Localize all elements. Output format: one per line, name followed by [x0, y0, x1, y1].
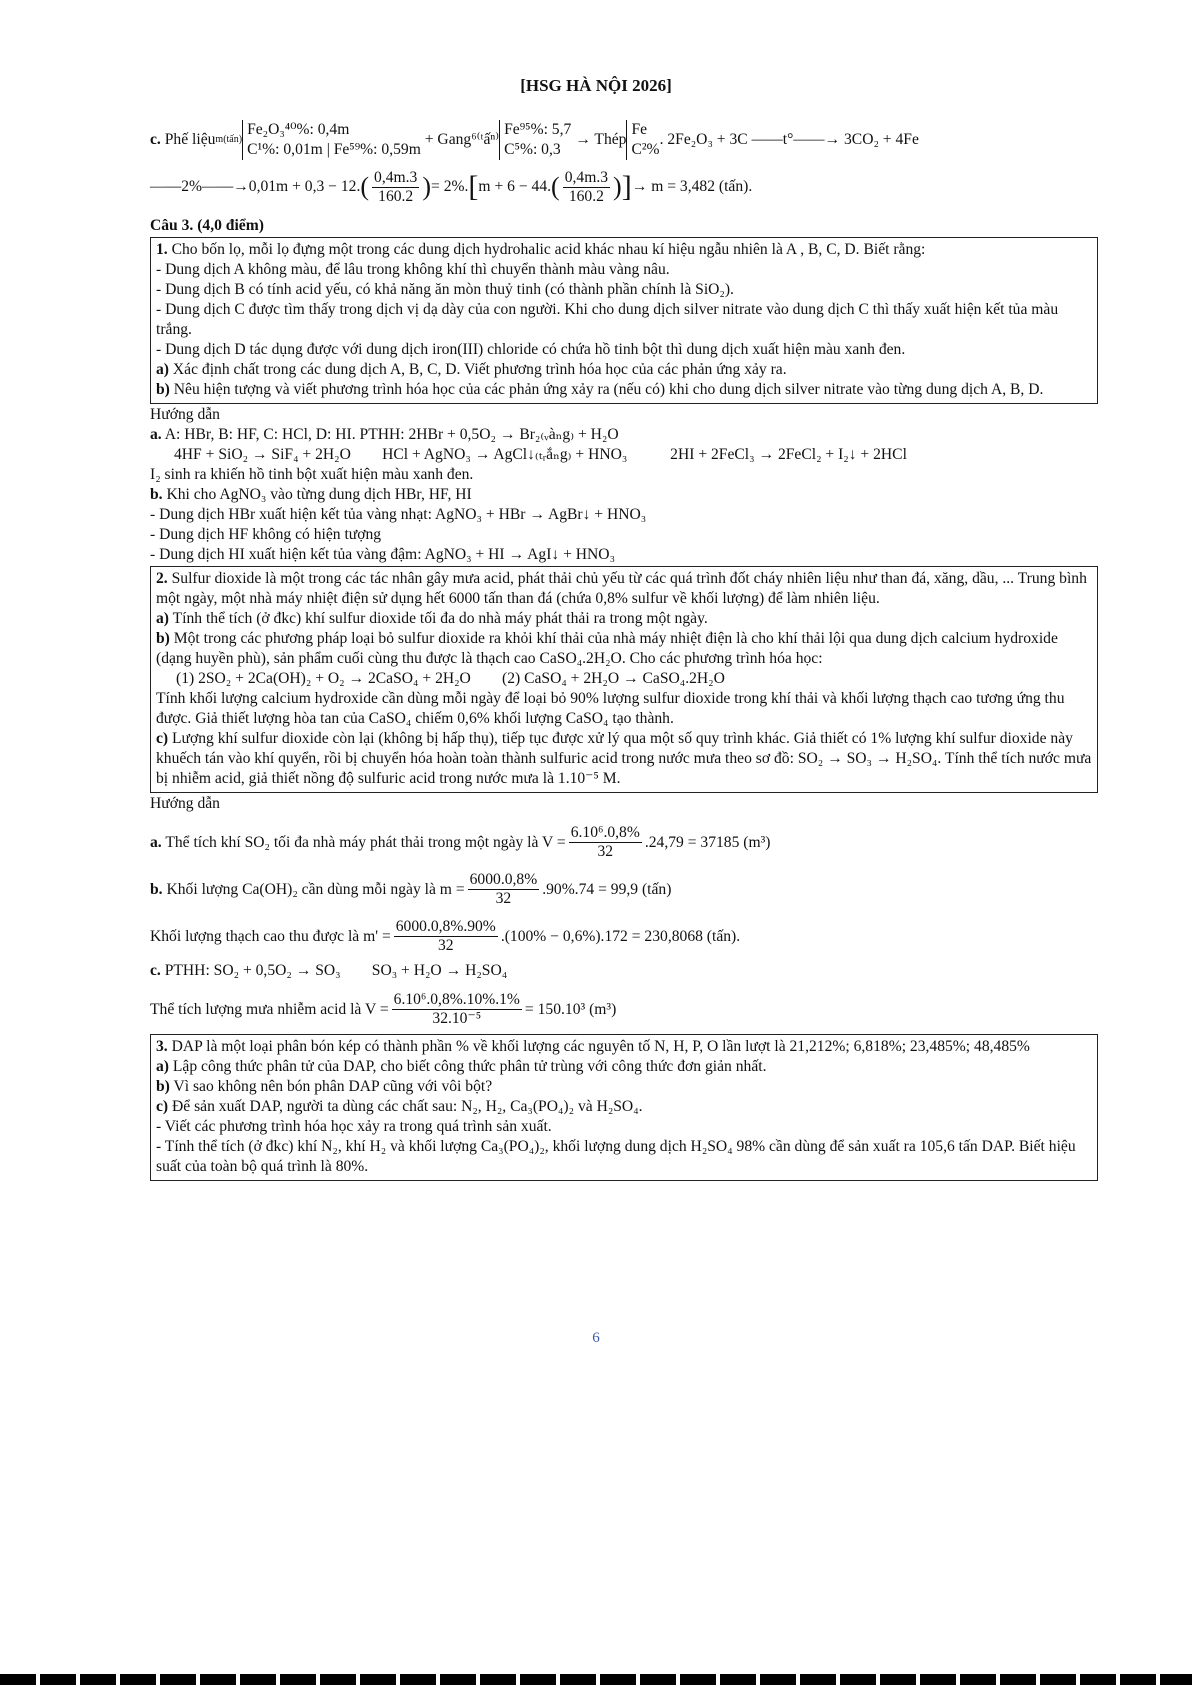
p1-guide-line: - Dung dịch HF không có hiện tượng [150, 526, 382, 543]
p2-answer-c2 [150, 991, 1098, 1028]
p2-c2-tail: = 150.10³ (m³) [524, 1000, 617, 1018]
p2-b-text: b. Khối lượng Ca(OH)₂ cần dùng mỗi ngày là m = [150, 880, 465, 898]
sys3-row2: C²% [631, 141, 660, 158]
page-header: [HSG HÀ NỘI 2026] [520, 76, 672, 95]
p2-line: 2. Sulfur dioxide là một trong các tác nhân gây mưa acid, phát thải chủ yếu từ các quá trình đốt cháy nhiên liệu như than đá, xăng, dầu, ... Trung bình một ngày, một nhà máy nhiệt điện sử dụng hết 6000 tấn than đá (chứa 0,8% sulfur về khối lượng) để làm nhiên liệu. [156, 570, 1087, 607]
p1-guide-line: a. A: HBr, B: HF, C: HCl, D: HI. PTHH: 2HBr + 0,5O₂ → Br₂₍ᵥàₙg₎ + H₂O [150, 426, 619, 443]
q2c-fraction-2: $\frac{0,4m.3}{160.2}$ [564, 168, 609, 205]
p2-b-tail: .90%.74 = 99,9 (tấn) [542, 880, 672, 898]
p1-line: - Dung dịch C được tìm thấy trong dịch vị dạ dày của con người. Khi cho dung dịch silver nitrate vào dung dịch C thì thấy xuất hiện kết tủa màu trắng. [156, 301, 1059, 338]
cau3-title: Câu 3. (4,0 điểm) [150, 217, 264, 234]
p1-line: - Dung dịch A không màu, để lâu trong không khí thì chuyển thành màu vàng nâu. [156, 261, 670, 278]
p2-answer-b [150, 871, 1098, 908]
page-number: 6 [592, 1330, 600, 1346]
q2c-expr-b: = 2%. [431, 178, 469, 195]
bottom-divider [0, 1674, 1192, 1685]
sys1-row2: C¹%: 0,01m | Fe⁵⁹%: 0,59m [247, 141, 421, 158]
p1-line: - Dung dịch B có tính acid yếu, có khả năng ăn mòn thuỷ tinh (có thành phần chính là SiO₂). [156, 281, 734, 298]
q2c-mass-sup: m(tấn) [215, 134, 243, 145]
q2c-result: → m = 3,482 (tấn). [631, 178, 753, 195]
p2-line: a) Tính thể tích (ở đkc) khí sulfur dioxide tối đa do nhà máy phát thải ra trong một ngày. [156, 610, 708, 627]
p1-guide-line: - Dung dịch HI xuất hiện kết tủa vàng đậm: AgNO₃ + HI → AgI↓ + HNO₃ [150, 546, 616, 563]
p2-a-tail: .24,79 = 37185 (m³) [644, 833, 771, 851]
q2c-system-2 [499, 120, 571, 160]
p2-b-fraction: $\frac{6000.0,8\%}{32}$ [469, 871, 538, 907]
q2c-arrow: ——2%——→ [150, 178, 249, 195]
sys3-row1: Fe [631, 121, 648, 138]
p3-line: - Tính thể tích (ở đkc) khí N₂, khí H₂ và khối lượng Ca₃(PO₄)₂, khối lượng dung dịch H₂SO₄ 98% cần dùng để sản xuất ra 105,6 tấn DAP. Biết hiệu suất của toàn bộ quá trình là 80%. [156, 1138, 1076, 1175]
q2c-label: c. [150, 131, 161, 148]
p1-line: 1. Cho bốn lọ, mỗi lọ đựng một trong các dung dịch hydrohalic acid khác nhau kí hiệu ngẫu nhiên là A , B, C, D. Biết rằng: [156, 241, 926, 258]
q2c-expr-c: m + 6 − 44. [478, 178, 552, 195]
p2-line: c) Lượng khí sulfur dioxide còn lại (không bị hấp thụ), tiếp tục được xử lý qua một số quy trình khác. Giả thiết có 1% lượng khí sulfur dioxide này khuếch tán vào khí quyển, rồi bị chuyển hóa hoàn toàn thành sulfuric acid trong nước mưa theo sơ đồ: SO₂ → SO₃ → H₂SO₄. Tính thể tích nước mưa bị nhiễm acid, giả thiết nồng độ sulfuric acid trong nước mưa là 1.10⁻⁵ M. [156, 730, 1092, 787]
p3-line: a) Lập công thức phân tử của DAP, cho biết công thức phân tử trùng với công thức đơn giản nhất. [156, 1058, 767, 1075]
p2-guide-label: Hướng dẫn [150, 795, 220, 812]
p3-line: b) Vì sao không nên bón phân DAP cũng với vôi bột? [156, 1078, 493, 1095]
p1-line: a) Xác định chất trong các dung dịch A, B, C, D. Viết phương trình hóa học của các phản ứng xảy ra. [156, 361, 787, 378]
q2c-line2: ——2%——→ 0,01m + 0,3 − 12. ( $\frac{0,4m.3}{160.2}$ ) = 2%. [ m + 6 − 44. ( $\frac{0,4m.3}{160.2}$ ) ] → m = 3,482 (tấn). [150, 168, 753, 205]
q2c-gang: + Gang⁶⁽ᵗấⁿ⁾ [424, 131, 500, 148]
p2-answer-a [150, 824, 1098, 861]
sys2-row1: Fe⁹⁵%: 5,7 [504, 121, 572, 138]
p2-b2-tail: .(100% − 0,6%).172 = 230,8068 (tấn). [500, 927, 741, 945]
p2-a-fraction: $\frac{\text{6.10⁶.0,8\%}}{32}$ [570, 824, 640, 860]
q2c-expr-a: 0,01m + 0,3 − 12. [248, 178, 361, 195]
q2c-reaction: . 2Fe₂O₃ + 3C ——t°——→ 3CO₂ + 4Fe [659, 131, 919, 148]
p2-c2-fraction: $\frac{\text{6.10⁶.0,8\%.10\%.1\%}}{\text{32.10⁻⁵}}$ [393, 991, 520, 1027]
p2-line: (1) 2SO₂ + 2Ca(OH)₂ + O₂ → 2CaSO₄ + 2H₂O (2) CaSO₄ + 2H₂O → CaSO₄.2H₂O [176, 670, 725, 687]
p2-c2-text: Thể tích lượng mưa nhiễm acid là V = [150, 1000, 389, 1018]
p3-line: c) Để sản xuất DAP, người ta dùng các chất sau: N₂, H₂, Ca₃(PO₄)₂ và H₂SO₄. [156, 1098, 643, 1115]
p1-guide-line: - Dung dịch HBr xuất hiện kết tủa vàng nhạt: AgNO₃ + HBr → AgBr↓ + HNO₃ [150, 506, 647, 523]
p2-line: Tính khối lượng calcium hydroxide cần dùng mỗi ngày để loại bỏ 90% lượng sulfur dioxide trong khí thải và khối lượng thạch cao tương ứng thu được. Giả thiết lượng hòa tan của CaSO₄ chiếm 0,6% khối lượng CaSO₄ tạo thành. [156, 690, 1065, 727]
p3-line: - Viết các phương trình hóa học xảy ra trong quá trình sản xuất. [156, 1118, 552, 1135]
p1-guide-label: Hướng dẫn [150, 406, 220, 423]
p1-guide-line: I₂ sinh ra khiến hồ tinh bột xuất hiện màu xanh đen. [150, 466, 474, 483]
p1-line: - Dung dịch D tác dụng được với dung dịch iron(III) chloride có chứa hồ tinh bột thì dung dịch xuất hiện màu xanh đen. [156, 341, 906, 358]
p2-answer-b2 [150, 918, 1098, 955]
q2c-fraction-1: $\frac{0,4m.3}{160.2}$ [374, 168, 418, 205]
q2c-prefix: Phế liệu [164, 131, 216, 148]
q2c-line1 [150, 118, 1098, 162]
p2-b2-text: Khối lượng thạch cao thu được là m' = [150, 927, 391, 945]
sys2-row2: C⁵%: 0,3 [504, 141, 561, 158]
q2c-system-1 [242, 120, 421, 160]
p2-a-text: a. Thể tích khí SO₂ tối đa nhà máy phát thải trong một ngày là V = [150, 833, 566, 851]
p3-line: 3. DAP là một loại phân bón kép có thành phần % về khối lượng các nguyên tố N, H, P, O lần lượt là 21,212%; 6,818%; 23,485%; 48,485% [156, 1038, 1030, 1055]
p1-guide-line: b. Khi cho AgNO₃ vào từng dung dịch HBr, HF, HI [150, 486, 472, 503]
q2c-system-3 [626, 120, 659, 160]
p1-line: b) Nêu hiện tượng và viết phương trình hóa học của các phản ứng xảy ra (nếu có) khi cho dung dịch silver nitrate vào từng dung dịch A, B, D. [156, 381, 1044, 398]
q2c-thep: → Thép [575, 131, 627, 148]
problem-2-box [150, 566, 1098, 793]
problem-3-box [150, 1034, 1098, 1181]
sys1-row1: Fe₂O₃⁴⁰%: 0,4m [247, 121, 350, 138]
p2-line: b) Một trong các phương pháp loại bỏ sulfur dioxide ra khỏi khí thải của nhà máy nhiệt điện là cho khí thải lội qua dung dịch calcium hydroxide (dạng huyền phù), sản phẩm cuối cùng thu được là thạch cao CaSO₄.2H₂O. Cho các phương trình hóa học: [156, 630, 1058, 667]
p1-guide-line: 4HF + SiO₂ → SiF₄ + 2H₂O HCl + AgNO₃ → AgCl↓₍ₜᵣắₙg₎ + HNO₃ 2HI + 2FeCl₃ → 2FeCl₂ + I₂↓ + 2HCl [174, 446, 907, 463]
p2-answer-c: c. PTHH: SO₂ + 0,5O₂ → SO₃ SO₃ + H₂O → H₂SO₄ [150, 962, 508, 979]
p2-b2-fraction: $\frac{6000.0,8\%.90\%}{32}$ [395, 918, 496, 954]
problem-1-box [150, 237, 1098, 404]
